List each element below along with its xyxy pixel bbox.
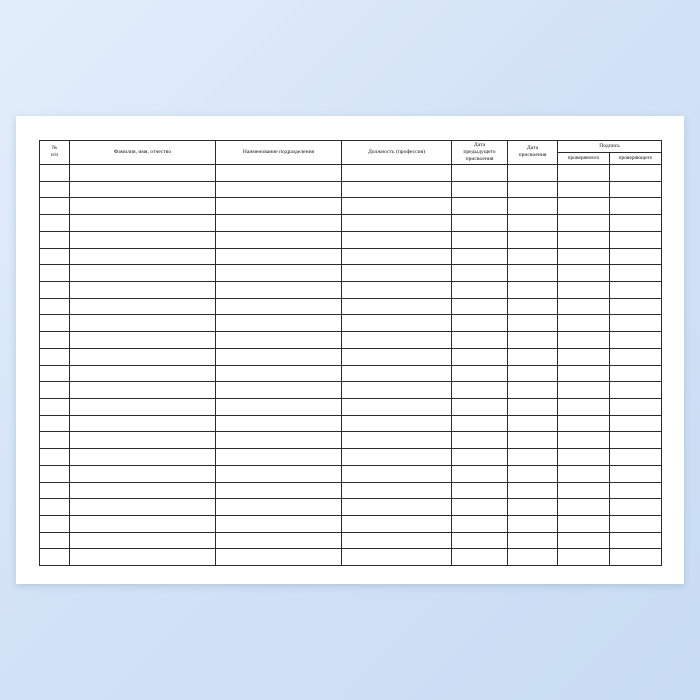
table-row xyxy=(40,231,662,248)
cell-previous-assignment-date[interactable] xyxy=(452,348,508,365)
table-row xyxy=(40,181,662,198)
cell-department[interactable] xyxy=(216,432,342,449)
cell-number[interactable] xyxy=(40,482,70,499)
cell-department[interactable] xyxy=(216,281,342,298)
cell-position[interactable] xyxy=(342,265,452,282)
table-row xyxy=(40,465,662,482)
cell-signature-checked[interactable] xyxy=(558,332,610,349)
cell-department[interactable] xyxy=(216,399,342,416)
table-body xyxy=(40,164,662,565)
column-header-number-line1: № xyxy=(51,145,58,152)
cell-position[interactable] xyxy=(342,516,452,533)
cell-department[interactable] xyxy=(216,499,342,516)
table-row xyxy=(40,248,662,265)
cell-position[interactable] xyxy=(342,215,452,232)
cell-position[interactable] xyxy=(342,549,452,566)
cell-signature-checked[interactable] xyxy=(558,198,610,215)
cell-department[interactable] xyxy=(216,248,342,265)
cell-number[interactable] xyxy=(40,281,70,298)
cell-signature-checker[interactable] xyxy=(610,432,662,449)
cell-signature-checker[interactable] xyxy=(610,465,662,482)
cell-position[interactable] xyxy=(342,164,452,181)
cell-assignment-date[interactable] xyxy=(508,181,558,198)
cell-number[interactable] xyxy=(40,432,70,449)
cell-department[interactable] xyxy=(216,465,342,482)
cell-previous-assignment-date[interactable] xyxy=(452,382,508,399)
table-row xyxy=(40,499,662,516)
cell-department[interactable] xyxy=(216,549,342,566)
table-row xyxy=(40,482,662,499)
column-header-position: Должность (профессия) xyxy=(342,141,452,165)
cell-previous-assignment-date[interactable] xyxy=(452,198,508,215)
cell-number[interactable] xyxy=(40,315,70,332)
column-header-signature: Подпись xyxy=(558,141,662,153)
cell-previous-assignment-date[interactable] xyxy=(452,532,508,549)
cell-previous-assignment-date[interactable] xyxy=(452,181,508,198)
cell-fullname[interactable] xyxy=(70,164,216,181)
cell-signature-checked[interactable] xyxy=(558,549,610,566)
cell-number[interactable] xyxy=(40,532,70,549)
table-row xyxy=(40,399,662,416)
cell-signature-checked[interactable] xyxy=(558,399,610,416)
cell-signature-checker[interactable] xyxy=(610,499,662,516)
cell-previous-assignment-date[interactable] xyxy=(452,315,508,332)
cell-signature-checked[interactable] xyxy=(558,315,610,332)
cell-assignment-date[interactable] xyxy=(508,499,558,516)
document-sheet xyxy=(16,116,684,584)
cell-number[interactable] xyxy=(40,499,70,516)
cell-signature-checker[interactable] xyxy=(610,265,662,282)
cell-fullname[interactable] xyxy=(70,348,216,365)
cell-position[interactable] xyxy=(342,332,452,349)
cell-department[interactable] xyxy=(216,532,342,549)
cell-previous-assignment-date[interactable] xyxy=(452,499,508,516)
cell-number[interactable] xyxy=(40,449,70,466)
cell-department[interactable] xyxy=(216,198,342,215)
cell-previous-assignment-date[interactable] xyxy=(452,465,508,482)
cell-number[interactable] xyxy=(40,215,70,232)
column-header-signature-checker: проверяющего xyxy=(610,153,662,165)
cell-assignment-date[interactable] xyxy=(508,315,558,332)
column-header-fullname: Фамилия, имя, отчество xyxy=(70,141,216,165)
cell-signature-checker[interactable] xyxy=(610,348,662,365)
table-header xyxy=(40,141,662,165)
cell-assignment-date[interactable] xyxy=(508,265,558,282)
journal-table-container xyxy=(39,140,661,562)
cell-position[interactable] xyxy=(342,298,452,315)
cell-signature-checker[interactable] xyxy=(610,198,662,215)
cell-signature-checker[interactable] xyxy=(610,298,662,315)
cell-previous-assignment-date[interactable] xyxy=(452,399,508,416)
cell-signature-checker[interactable] xyxy=(610,181,662,198)
column-header-number-line2: п/п xyxy=(50,152,59,159)
cell-department[interactable] xyxy=(216,315,342,332)
cell-signature-checker[interactable] xyxy=(610,382,662,399)
cell-signature-checked[interactable] xyxy=(558,465,610,482)
cell-department[interactable] xyxy=(216,516,342,533)
cell-signature-checker[interactable] xyxy=(610,231,662,248)
cell-signature-checked[interactable] xyxy=(558,265,610,282)
cell-signature-checker[interactable] xyxy=(610,281,662,298)
cell-previous-assignment-date[interactable] xyxy=(452,549,508,566)
cell-signature-checked[interactable] xyxy=(558,449,610,466)
table-row xyxy=(40,365,662,382)
cell-position[interactable] xyxy=(342,532,452,549)
cell-position[interactable] xyxy=(342,382,452,399)
cell-signature-checked[interactable] xyxy=(558,281,610,298)
cell-previous-assignment-date[interactable] xyxy=(452,231,508,248)
cell-number[interactable] xyxy=(40,198,70,215)
cell-department[interactable] xyxy=(216,415,342,432)
cell-position[interactable] xyxy=(342,365,452,382)
cell-signature-checked[interactable] xyxy=(558,215,610,232)
table-row xyxy=(40,516,662,533)
cell-department[interactable] xyxy=(216,164,342,181)
journal-table xyxy=(39,140,662,566)
table-row xyxy=(40,164,662,181)
cell-position[interactable] xyxy=(342,248,452,265)
column-header-previous-assignment-date-line3: присвоения xyxy=(465,155,494,162)
table-header-row-main xyxy=(40,141,662,153)
cell-position[interactable] xyxy=(342,281,452,298)
column-header-assignment-date-line2: присвоения xyxy=(518,152,547,159)
cell-signature-checked[interactable] xyxy=(558,516,610,533)
cell-number[interactable] xyxy=(40,248,70,265)
cell-signature-checked[interactable] xyxy=(558,164,610,181)
cell-assignment-date[interactable] xyxy=(508,332,558,349)
table-row xyxy=(40,415,662,432)
cell-fullname[interactable] xyxy=(70,415,216,432)
cell-signature-checker[interactable] xyxy=(610,516,662,533)
table-row xyxy=(40,449,662,466)
cell-assignment-date[interactable] xyxy=(508,549,558,566)
cell-assignment-date[interactable] xyxy=(508,382,558,399)
cell-signature-checked[interactable] xyxy=(558,231,610,248)
cell-fullname[interactable] xyxy=(70,399,216,416)
column-header-previous-assignment-date-line2: предыдущего xyxy=(463,148,496,155)
cell-fullname[interactable] xyxy=(70,181,216,198)
cell-signature-checker[interactable] xyxy=(610,549,662,566)
cell-department[interactable] xyxy=(216,332,342,349)
cell-number[interactable] xyxy=(40,164,70,181)
cell-fullname[interactable] xyxy=(70,549,216,566)
cell-signature-checked[interactable] xyxy=(558,482,610,499)
column-header-department: Наименование подразделения xyxy=(216,141,342,165)
cell-fullname[interactable] xyxy=(70,281,216,298)
cell-fullname[interactable] xyxy=(70,198,216,215)
cell-fullname[interactable] xyxy=(70,265,216,282)
cell-fullname[interactable] xyxy=(70,482,216,499)
cell-number[interactable] xyxy=(40,348,70,365)
table-row xyxy=(40,348,662,365)
cell-assignment-date[interactable] xyxy=(508,164,558,181)
cell-position[interactable] xyxy=(342,181,452,198)
table-row xyxy=(40,332,662,349)
cell-assignment-date[interactable] xyxy=(508,532,558,549)
cell-number[interactable] xyxy=(40,549,70,566)
cell-signature-checker[interactable] xyxy=(610,164,662,181)
cell-assignment-date[interactable] xyxy=(508,198,558,215)
cell-assignment-date[interactable] xyxy=(508,516,558,533)
cell-previous-assignment-date[interactable] xyxy=(452,415,508,432)
cell-signature-checked[interactable] xyxy=(558,181,610,198)
cell-previous-assignment-date[interactable] xyxy=(452,164,508,181)
cell-signature-checked[interactable] xyxy=(558,248,610,265)
cell-assignment-date[interactable] xyxy=(508,348,558,365)
cell-number[interactable] xyxy=(40,399,70,416)
cell-position[interactable] xyxy=(342,399,452,416)
cell-assignment-date[interactable] xyxy=(508,432,558,449)
cell-signature-checked[interactable] xyxy=(558,532,610,549)
cell-previous-assignment-date[interactable] xyxy=(452,449,508,466)
cell-previous-assignment-date[interactable] xyxy=(452,332,508,349)
column-header-signature-checked: проверяемого xyxy=(558,153,610,165)
table-row xyxy=(40,198,662,215)
cell-previous-assignment-date[interactable] xyxy=(452,281,508,298)
cell-assignment-date[interactable] xyxy=(508,298,558,315)
cell-position[interactable] xyxy=(342,415,452,432)
cell-signature-checked[interactable] xyxy=(558,415,610,432)
cell-position[interactable] xyxy=(342,231,452,248)
cell-signature-checker[interactable] xyxy=(610,532,662,549)
cell-signature-checked[interactable] xyxy=(558,365,610,382)
cell-fullname[interactable] xyxy=(70,298,216,315)
cell-previous-assignment-date[interactable] xyxy=(452,482,508,499)
cell-number[interactable] xyxy=(40,298,70,315)
table-row xyxy=(40,432,662,449)
cell-previous-assignment-date[interactable] xyxy=(452,265,508,282)
cell-signature-checked[interactable] xyxy=(558,348,610,365)
cell-signature-checker[interactable] xyxy=(610,332,662,349)
cell-department[interactable] xyxy=(216,365,342,382)
column-header-assignment-date xyxy=(508,141,558,165)
cell-fullname[interactable] xyxy=(70,215,216,232)
cell-department[interactable] xyxy=(216,215,342,232)
table-row xyxy=(40,265,662,282)
cell-fullname[interactable] xyxy=(70,465,216,482)
cell-department[interactable] xyxy=(216,482,342,499)
cell-fullname[interactable] xyxy=(70,532,216,549)
cell-department[interactable] xyxy=(216,449,342,466)
cell-fullname[interactable] xyxy=(70,432,216,449)
cell-position[interactable] xyxy=(342,432,452,449)
cell-position[interactable] xyxy=(342,482,452,499)
cell-fullname[interactable] xyxy=(70,231,216,248)
column-header-assignment-date-line1: Дата xyxy=(526,145,539,152)
column-header-number xyxy=(40,141,70,165)
cell-signature-checker[interactable] xyxy=(610,365,662,382)
cell-signature-checker[interactable] xyxy=(610,315,662,332)
cell-previous-assignment-date[interactable] xyxy=(452,365,508,382)
cell-signature-checker[interactable] xyxy=(610,215,662,232)
cell-assignment-date[interactable] xyxy=(508,365,558,382)
cell-signature-checker[interactable] xyxy=(610,449,662,466)
column-header-previous-assignment-date xyxy=(452,141,508,165)
table-row xyxy=(40,298,662,315)
cell-previous-assignment-date[interactable] xyxy=(452,298,508,315)
cell-number[interactable] xyxy=(40,231,70,248)
cell-number[interactable] xyxy=(40,415,70,432)
cell-fullname[interactable] xyxy=(70,248,216,265)
cell-assignment-date[interactable] xyxy=(508,215,558,232)
table-row xyxy=(40,549,662,566)
cell-assignment-date[interactable] xyxy=(508,231,558,248)
column-header-previous-assignment-date-line1: Дата xyxy=(473,142,486,148)
cell-position[interactable] xyxy=(342,315,452,332)
table-row xyxy=(40,382,662,399)
cell-assignment-date[interactable] xyxy=(508,399,558,416)
cell-department[interactable] xyxy=(216,231,342,248)
cell-previous-assignment-date[interactable] xyxy=(452,215,508,232)
cell-department[interactable] xyxy=(216,265,342,282)
table-row xyxy=(40,315,662,332)
cell-signature-checked[interactable] xyxy=(558,499,610,516)
cell-position[interactable] xyxy=(342,348,452,365)
table-row xyxy=(40,532,662,549)
cell-assignment-date[interactable] xyxy=(508,248,558,265)
cell-fullname[interactable] xyxy=(70,365,216,382)
cell-fullname[interactable] xyxy=(70,332,216,349)
cell-previous-assignment-date[interactable] xyxy=(452,432,508,449)
cell-number[interactable] xyxy=(40,382,70,399)
cell-signature-checker[interactable] xyxy=(610,482,662,499)
cell-signature-checked[interactable] xyxy=(558,298,610,315)
cell-signature-checker[interactable] xyxy=(610,399,662,416)
cell-signature-checker[interactable] xyxy=(610,248,662,265)
cell-position[interactable] xyxy=(342,198,452,215)
cell-previous-assignment-date[interactable] xyxy=(452,516,508,533)
cell-fullname[interactable] xyxy=(70,315,216,332)
table-row xyxy=(40,281,662,298)
cell-number[interactable] xyxy=(40,265,70,282)
cell-department[interactable] xyxy=(216,298,342,315)
cell-fullname[interactable] xyxy=(70,382,216,399)
cell-signature-checked[interactable] xyxy=(558,432,610,449)
cell-department[interactable] xyxy=(216,181,342,198)
cell-signature-checker[interactable] xyxy=(610,415,662,432)
cell-fullname[interactable] xyxy=(70,499,216,516)
cell-number[interactable] xyxy=(40,465,70,482)
cell-department[interactable] xyxy=(216,382,342,399)
cell-number[interactable] xyxy=(40,332,70,349)
cell-assignment-date[interactable] xyxy=(508,482,558,499)
cell-assignment-date[interactable] xyxy=(508,465,558,482)
cell-assignment-date[interactable] xyxy=(508,449,558,466)
cell-position[interactable] xyxy=(342,465,452,482)
cell-position[interactable] xyxy=(342,499,452,516)
cell-assignment-date[interactable] xyxy=(508,281,558,298)
cell-number[interactable] xyxy=(40,516,70,533)
cell-signature-checked[interactable] xyxy=(558,382,610,399)
table-row xyxy=(40,215,662,232)
cell-position[interactable] xyxy=(342,449,452,466)
cell-assignment-date[interactable] xyxy=(508,415,558,432)
cell-number[interactable] xyxy=(40,365,70,382)
cell-number[interactable] xyxy=(40,181,70,198)
cell-fullname[interactable] xyxy=(70,449,216,466)
cell-department[interactable] xyxy=(216,348,342,365)
cell-previous-assignment-date[interactable] xyxy=(452,248,508,265)
cell-fullname[interactable] xyxy=(70,516,216,533)
